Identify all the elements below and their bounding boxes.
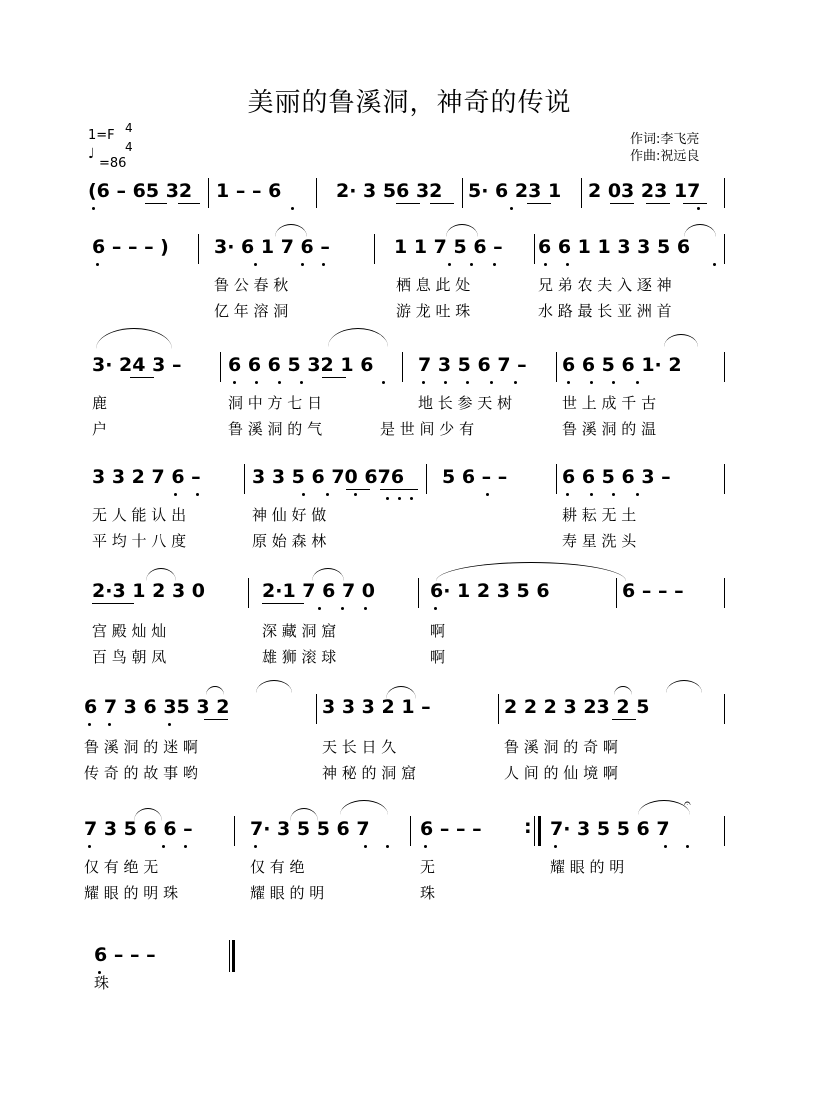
low-octave-dot (590, 381, 593, 384)
barline (581, 178, 582, 208)
measure: 7· 3 5 5 6 7 (550, 818, 670, 840)
lyric-verse-1: 兄 弟 农 夫 入 逐 神 (538, 276, 672, 294)
low-octave-dot (686, 845, 689, 848)
barline (244, 464, 245, 494)
key-signature: 1=F (88, 128, 115, 143)
low-octave-dot (664, 845, 667, 848)
lyric-verse-2: 原 始 森 林 (252, 532, 327, 550)
lyric-verse-2: 平 均 十 八 度 (92, 532, 187, 550)
measure: 6 – – – ) (92, 236, 169, 258)
lyric-verse-2: 水 路 最 长 亚 洲 首 (538, 302, 672, 320)
fermata-icon: 𝄐 (684, 796, 691, 810)
time-signature-bottom: 4 (125, 140, 133, 154)
barline (724, 578, 725, 608)
low-octave-dot (612, 493, 615, 496)
lyric-verse-2: 雄 狮 滚 球 (262, 648, 337, 666)
measure: 6· 1 2 3 5 6 (430, 580, 550, 602)
barline (402, 352, 403, 382)
low-octave-dot (88, 723, 91, 726)
underline (396, 203, 420, 204)
barline (316, 694, 317, 724)
low-octave-dot (590, 493, 593, 496)
slur (256, 680, 292, 693)
low-octave-dot (398, 497, 401, 500)
low-octave-dot (422, 381, 425, 384)
lyric-verse-2: 百 鸟 朝 凤 (92, 648, 167, 666)
slur (436, 562, 626, 581)
barline (724, 178, 725, 208)
measure: 5 6 – – (442, 466, 508, 488)
slur (312, 568, 344, 581)
barline (724, 694, 725, 724)
measure: 6 7 3 6 35 3 2 (84, 696, 230, 718)
lyric-verse-2: 鲁 溪 洞 的 气 (228, 420, 323, 438)
low-octave-dot (88, 845, 91, 848)
low-octave-dot (278, 381, 281, 384)
low-octave-dot (196, 493, 199, 496)
underline (430, 203, 454, 204)
lyric-verse-1: 无 人 能 认 出 (92, 506, 187, 524)
barline (316, 178, 317, 208)
low-octave-dot (466, 381, 469, 384)
low-octave-dot (364, 607, 367, 610)
low-octave-dot (434, 607, 437, 610)
barline (724, 234, 725, 264)
underline (612, 719, 636, 720)
low-octave-dot (697, 207, 700, 210)
low-octave-dot (636, 493, 639, 496)
slur (146, 568, 176, 581)
lyric-verse-1: 珠 (94, 974, 110, 992)
measure: 1 1 7 5 6 – (394, 236, 503, 258)
final-barline-thin (229, 940, 230, 972)
measure: 7 3 5 6 6 – (84, 818, 193, 840)
underline (322, 377, 346, 378)
lyric-verse-2: 寿 星 洗 头 (562, 532, 637, 550)
lyric-verse-2: 啊 (430, 648, 446, 666)
repeat-dots: : (524, 816, 532, 838)
barline (556, 464, 557, 494)
low-octave-dot (567, 381, 570, 384)
low-octave-dot (490, 381, 493, 384)
lyric-verse-1: 鲁 溪 洞 的 奇 啊 (504, 738, 618, 756)
underline (92, 603, 134, 604)
low-octave-dot (162, 845, 165, 848)
underline (683, 203, 707, 204)
low-octave-dot (514, 381, 517, 384)
lyric-verse-1: 神 仙 好 做 (252, 506, 327, 524)
slur (684, 224, 716, 237)
barline (724, 816, 725, 846)
lyric-verse-1: 洞 中 方 七 日 (228, 394, 323, 412)
lyric-verse-2: 鲁 溪 洞 的 温 (562, 420, 657, 438)
lyric-verse-1: 仅 有 绝 无 (84, 858, 159, 876)
barline (498, 694, 499, 724)
low-octave-dot (98, 971, 101, 974)
low-octave-dot (510, 207, 513, 210)
measure: 3 3 3 2 1 – (322, 696, 431, 718)
low-octave-dot (386, 497, 389, 500)
low-octave-dot (300, 381, 303, 384)
lyric-verse-1: 地 长 参 天 树 (418, 394, 513, 412)
lyric-verse-1: 啊 (430, 622, 446, 640)
low-octave-dot (612, 381, 615, 384)
barline (534, 816, 535, 846)
underline (204, 719, 228, 720)
measure: 2·3 1 2 3 0 (92, 580, 205, 602)
measure: (6 – 65 32 (88, 180, 193, 202)
slur (664, 334, 698, 347)
low-octave-dot (382, 381, 385, 384)
lyric-verse-1: 鲁 公 春 秋 (214, 276, 289, 294)
barline (234, 816, 235, 846)
lyric-verse-2: 人 间 的 仙 境 啊 (504, 764, 618, 782)
low-octave-dot (364, 845, 367, 848)
low-octave-dot (291, 207, 294, 210)
lyric-verse-1: 深 藏 洞 窟 (262, 622, 337, 640)
low-octave-dot (566, 263, 569, 266)
low-octave-dot (470, 263, 473, 266)
measure: 1 – – 6 (216, 180, 282, 202)
low-octave-dot (301, 263, 304, 266)
low-octave-dot (92, 207, 95, 210)
barline (426, 464, 427, 494)
low-octave-dot (174, 493, 177, 496)
barline (616, 578, 617, 608)
underline (610, 203, 634, 204)
lyric-verse-2: 是 世 间 少 有 (380, 420, 475, 438)
time-signature-top: 4 (125, 121, 133, 135)
underline (527, 203, 551, 204)
low-octave-dot (636, 381, 639, 384)
measure: 6 – – – (94, 944, 156, 966)
tempo-marking: =86 (99, 156, 127, 171)
barline (724, 464, 725, 494)
lyric-verse-2: 耀 眼 的 明 (250, 884, 325, 902)
slur (666, 680, 702, 693)
low-octave-dot (255, 381, 258, 384)
low-octave-dot (493, 263, 496, 266)
slur (638, 800, 690, 815)
slur (275, 224, 307, 237)
low-octave-dot (96, 263, 99, 266)
lyric-verse-2: 珠 (420, 884, 436, 902)
lyricist-credit: 作词:李飞亮 (630, 132, 700, 147)
measure: 3 3 2 7 6 – (92, 466, 201, 488)
measure: 6 – – – (622, 580, 684, 602)
underline (380, 489, 418, 490)
lyric-verse-1: 无 (420, 858, 436, 876)
measure: 2 2 2 3 23 2 5 (504, 696, 650, 718)
barline (410, 816, 411, 846)
lyric-verse-1: 仅 有 绝 (250, 858, 305, 876)
lyric-verse-2: 神 秘 的 洞 窟 (322, 764, 417, 782)
measure: 2 03 23 17 (588, 180, 701, 202)
lyric-verse-2: 亿 年 溶 洞 (214, 302, 289, 320)
measure: 3· 6 1 7 6 – (214, 236, 330, 258)
low-octave-dot (424, 845, 427, 848)
slur (134, 808, 162, 821)
low-octave-dot (322, 263, 325, 266)
barline (198, 234, 199, 264)
barline (208, 178, 209, 208)
barline (220, 352, 221, 382)
measure: 7· 3 5 5 6 7 (250, 818, 370, 840)
measure: 6 6 5 6 3 – (562, 466, 671, 488)
slur (614, 686, 632, 695)
low-octave-dot (386, 845, 389, 848)
underline (178, 203, 200, 204)
underline (145, 203, 167, 204)
barline (462, 178, 463, 208)
page-title: 美丽的鲁溪洞，神奇的传说 (247, 88, 572, 118)
barline-thick (538, 816, 541, 846)
slur (290, 808, 318, 821)
lyric-verse-2: 游 龙 吐 珠 (396, 302, 471, 320)
low-octave-dot (302, 493, 305, 496)
quarter-note-icon: ♩ (88, 146, 95, 162)
low-octave-dot (354, 493, 357, 496)
measure: 7 3 5 6 7 – (418, 354, 527, 376)
lyric-verse-1: 耕 耘 无 土 (562, 506, 637, 524)
barline (724, 352, 725, 382)
measure: 6 6 1 1 3 3 5 6 (538, 236, 691, 258)
low-octave-dot (444, 381, 447, 384)
low-octave-dot (566, 493, 569, 496)
low-octave-dot (108, 723, 111, 726)
low-octave-dot (184, 845, 187, 848)
slur (206, 686, 224, 695)
composer-credit: 作曲:祝远良 (630, 149, 700, 164)
measure: 3· 24 3 – (92, 354, 182, 376)
underline (130, 377, 154, 378)
low-octave-dot (554, 845, 557, 848)
slur (328, 328, 388, 347)
slur (386, 686, 416, 699)
low-octave-dot (318, 607, 321, 610)
low-octave-dot (486, 493, 489, 496)
underline (346, 489, 370, 490)
measure: 3 3 5 6 70 676 (252, 466, 405, 488)
low-octave-dot (233, 381, 236, 384)
low-octave-dot (448, 263, 451, 266)
lyric-verse-1: 鲁 溪 洞 的 迷 啊 (84, 738, 198, 756)
underline (646, 203, 670, 204)
low-octave-dot (254, 263, 257, 266)
barline (374, 234, 375, 264)
lyric-verse-1: 耀 眼 的 明 (550, 858, 625, 876)
low-octave-dot (326, 493, 329, 496)
lyric-verse-1: 宫 殿 灿 灿 (92, 622, 167, 640)
slur (96, 328, 172, 349)
barline (556, 352, 557, 382)
low-octave-dot (341, 607, 344, 610)
low-octave-dot (544, 263, 547, 266)
lyric-verse-2: 传 奇 的 故 事 哟 (84, 764, 198, 782)
low-octave-dot (410, 497, 413, 500)
lyric-verse-1: 世 上 成 千 古 (562, 394, 657, 412)
measure: 2· 3 56 32 (336, 180, 443, 202)
lyric-verse-1: 天 长 日 久 (322, 738, 397, 756)
barline (418, 578, 419, 608)
lyric-verse-2: 户 (92, 420, 108, 438)
measure: 2·1 7 6 7 0 (262, 580, 375, 602)
slur (340, 800, 388, 815)
barline (248, 578, 249, 608)
lyric-verse-1: 鹿 (92, 394, 108, 412)
measure: 6 6 6 5 32 1 6 (228, 354, 374, 376)
underline (262, 603, 304, 604)
low-octave-dot (713, 263, 716, 266)
measure: 5· 6 23 1 (468, 180, 562, 202)
lyric-verse-1: 栖 息 此 处 (396, 276, 471, 294)
lyric-verse-2: 耀 眼 的 明 珠 (84, 884, 179, 902)
measure: 6 6 5 6 1· 2 (562, 354, 682, 376)
barline (534, 234, 535, 264)
low-octave-dot (254, 845, 257, 848)
low-octave-dot (168, 723, 171, 726)
measure: 6 – – – (420, 818, 482, 840)
final-barline-thick (232, 940, 235, 972)
slur (446, 224, 478, 237)
